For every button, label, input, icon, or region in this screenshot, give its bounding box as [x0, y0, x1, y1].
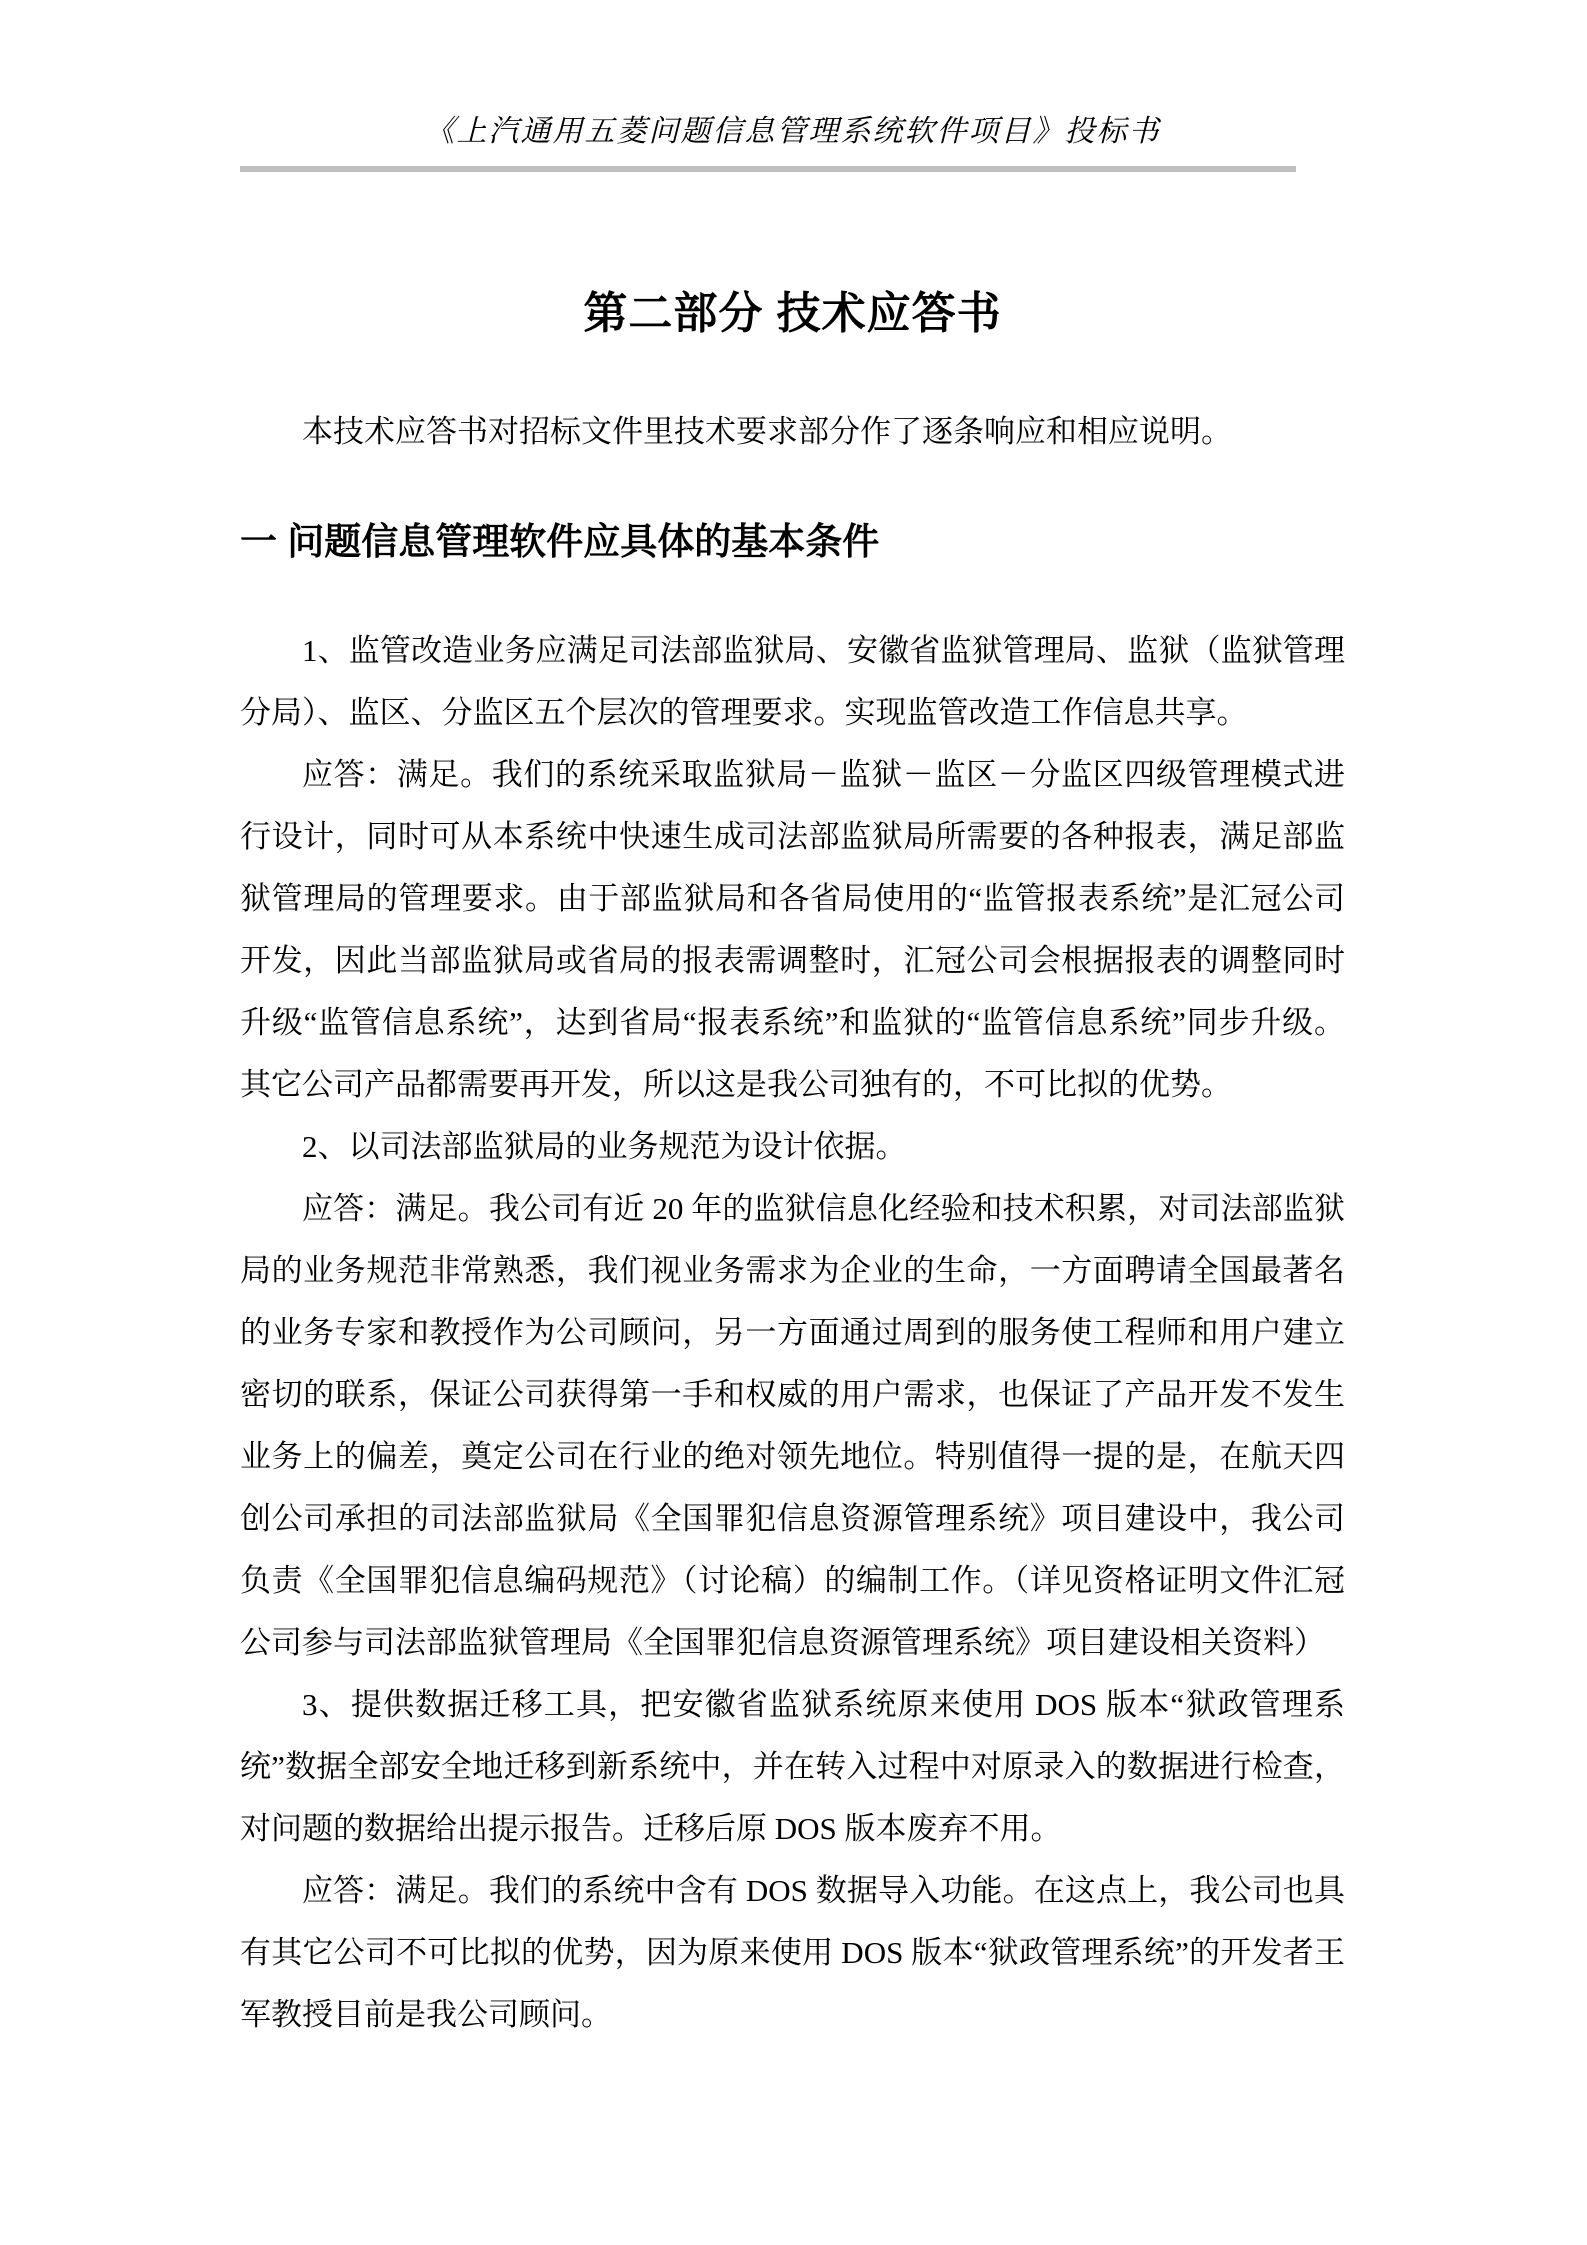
- section-heading: 一 问题信息管理软件应具体的基本条件: [240, 521, 880, 562]
- body-paragraph: 应答：满足。我们的系统中含有 DOS 数据导入功能。在这点上，我公司也具有其它公司不可比拟的优势，因为原来使用 DOS 版本“狱政管理系统”的开发者王军教授目前是我公司顾问。: [240, 1873, 1345, 2032]
- body-paragraph: 1、监管改造业务应满足司法部监狱局、安徽省监狱管理局、监狱（监狱管理分局）、监区、分监区五个层次的管理要求。实现监管改造工作信息共享。: [240, 633, 1345, 730]
- body-paragraph: 应答：满足。我们的系统采取监狱局－监狱－监区－分监区四级管理模式进行设计，同时可从本系统中快速生成司法部监狱局所需要的各种报表，满足部监狱管理局的管理要求。由于部监狱局和各省局使用的“监管报表系统”是汇冠公司开发，因此当部监狱局或省局的报表需调整时，汇冠公司会根据报表的调整同时升级“监管信息系统”，达到省局“报表系统”和监狱的“监管信息系统”同步升级。其它公司产品都需要再开发，所以这是我公司独有的，不可比拟的优势。: [240, 757, 1345, 1102]
- body-paragraph: 应答：满足。我公司有近 20 年的监狱信息化经验和技术积累，对司法部监狱局的业务规范非常熟悉，我们视业务需求为企业的生命，一方面聘请全国最著名的业务专家和教授作为公司顾问，另一方面通过周到的服务使工程师和用户建立密切的联系，保证公司获得第一手和权威的用户需求，也保证了产品开发不发生业务上的偏差，奠定公司在行业的绝对领先地位。特别值得一提的是，在航天四创公司承担的司法部监狱局《全国罪犯信息资源管理系统》项目建设中，我公司负责《全国罪犯信息编码规范》（讨论稿）的编制工作。（详见资格证明文件汇冠公司参与司法部监狱管理局《全国罪犯信息资源管理系统》项目建设相关资料）: [240, 1191, 1345, 1660]
- body-paragraph: 3、提供数据迁移工具，把安徽省监狱系统原来使用 DOS 版本“狱政管理系统”数据全部安全地迁移到新系统中，并在转入过程中对原录入的数据进行检查，对问题的数据给出提示报告。迁移后原 DOS 版本废弃不用。: [240, 1687, 1345, 1846]
- header-divider: [240, 166, 1296, 172]
- intro-paragraph: 本技术应答书对招标文件里技术要求部分作了逐条响应和相应说明。: [302, 414, 1232, 449]
- document-title: 第二部分 技术应答书: [583, 289, 1002, 338]
- section-body: [240, 620, 1345, 2046]
- page-content: [240, 0, 1345, 2046]
- body-paragraph: 2、以司法部监狱局的业务规范为设计依据。: [302, 1129, 907, 1164]
- running-header: 《上汽通用五菱问题信息管理系统软件项目》投标书: [424, 115, 1161, 148]
